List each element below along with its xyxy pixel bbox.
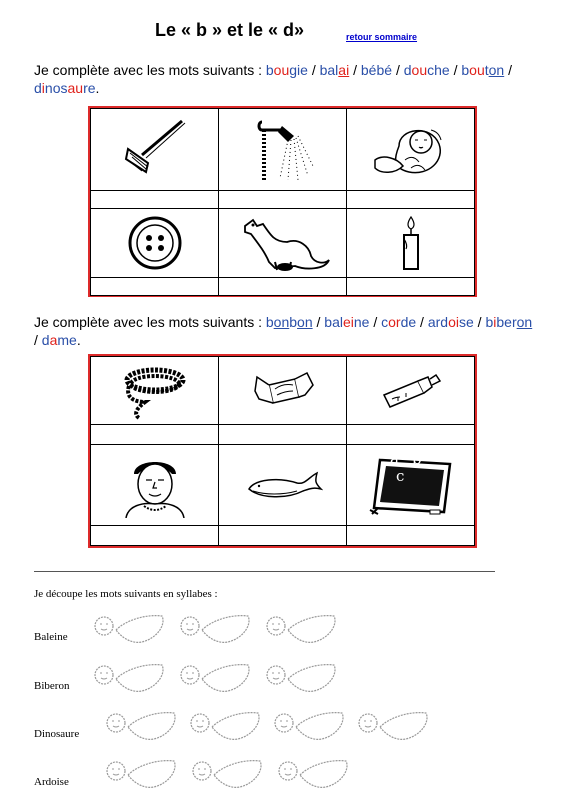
picture-grid-1 xyxy=(88,106,477,297)
word-item: bougie xyxy=(265,62,308,78)
answer-box[interactable] xyxy=(91,425,219,445)
syllable-bubble-icon[interactable] xyxy=(276,757,352,791)
word-item: balai xyxy=(319,62,350,78)
candy-image xyxy=(247,369,319,413)
word-item: dinosaure xyxy=(34,80,96,96)
answer-box[interactable] xyxy=(347,425,475,445)
instruction-lead: Je complète avec les mots suivants : xyxy=(34,62,266,78)
answer-box[interactable] xyxy=(347,278,475,296)
cell-baby xyxy=(347,109,475,191)
cell-broom xyxy=(91,109,219,191)
word-label-biberon: Biberon xyxy=(34,680,70,692)
syllable-heading: Je découpe les mots suivants en syllabes : xyxy=(34,588,218,600)
button-image xyxy=(125,214,185,272)
word-item: bouton xyxy=(461,62,505,78)
whale-image xyxy=(243,467,323,503)
instruction-lead: Je complète avec les mots suivants : xyxy=(34,314,266,330)
answer-box[interactable] xyxy=(347,191,475,209)
answer-box[interactable] xyxy=(219,425,347,445)
candle-image xyxy=(391,213,431,273)
word-item: dame xyxy=(41,332,77,348)
divider xyxy=(34,571,495,572)
cell-lady xyxy=(91,445,219,525)
syllable-bubble-icon[interactable] xyxy=(264,661,340,695)
syllable-bubble-icon[interactable] xyxy=(272,709,348,743)
syllable-bubble-icon[interactable] xyxy=(104,757,180,791)
cell-candle xyxy=(347,209,475,278)
syllable-bubble-icon[interactable] xyxy=(264,612,340,646)
instruction-1 xyxy=(34,61,534,97)
word-item: bébé xyxy=(360,62,393,78)
word-list: bonbon / baleine / corde / ardoise / biberon / dame. xyxy=(34,314,533,348)
cell-rope xyxy=(91,357,219,425)
answer-box[interactable] xyxy=(91,525,219,545)
slate-letter-c: c xyxy=(396,467,405,485)
syllable-bubble-icon[interactable] xyxy=(190,757,266,791)
answer-box[interactable] xyxy=(91,278,219,296)
baby-bottle-image xyxy=(378,373,444,409)
word-list: bougie / balai / bébé / douche / bouton / dinosaure. xyxy=(34,62,512,96)
answer-box[interactable] xyxy=(219,525,347,545)
cell-baby-bottle xyxy=(347,357,475,425)
syllable-bubble-icon[interactable] xyxy=(188,709,264,743)
syllable-bubble-icon[interactable] xyxy=(178,661,254,695)
table-of-contents-link[interactable]: retour sommaire xyxy=(346,32,418,42)
word-item: bonbon xyxy=(265,314,313,330)
lady-image xyxy=(120,452,190,518)
word-label-baleine: Baleine xyxy=(34,631,68,643)
baby-image xyxy=(369,116,453,184)
slate-letters xyxy=(390,452,440,488)
syllable-bubble-icon[interactable] xyxy=(356,709,432,743)
cell-dinosaur xyxy=(219,209,347,278)
page-title: Le « b » et le « d» xyxy=(155,20,305,40)
answer-box[interactable] xyxy=(219,278,347,296)
cell-candy xyxy=(219,357,347,425)
word-item: douche xyxy=(403,62,450,78)
cell-whale xyxy=(219,445,347,525)
dinosaur-image xyxy=(235,212,331,274)
answer-box[interactable] xyxy=(91,191,219,209)
syllable-bubble-icon[interactable] xyxy=(104,709,180,743)
syllable-bubble-icon[interactable] xyxy=(92,661,168,695)
word-item: baleine xyxy=(324,314,370,330)
answer-box[interactable] xyxy=(219,191,347,209)
word-label-dinosaure: Dinosaure xyxy=(34,728,80,740)
instruction-2 xyxy=(34,313,534,349)
slate-letter-a: a xyxy=(390,450,399,468)
syllable-bubble-icon[interactable] xyxy=(92,612,168,646)
word-item: corde xyxy=(381,314,417,330)
cell-shower xyxy=(219,109,347,191)
syllable-bubble-icon[interactable] xyxy=(178,612,254,646)
rope-image xyxy=(115,362,195,420)
broom-image xyxy=(120,117,190,182)
word-label-ardoise: Ardoise xyxy=(34,776,69,788)
word-item: biberon xyxy=(485,314,533,330)
answer-box[interactable] xyxy=(347,525,475,545)
word-item: ardoise xyxy=(427,314,474,330)
shower-image xyxy=(248,116,318,184)
slate-letter-b: b xyxy=(412,450,422,468)
cell-button xyxy=(91,209,219,278)
